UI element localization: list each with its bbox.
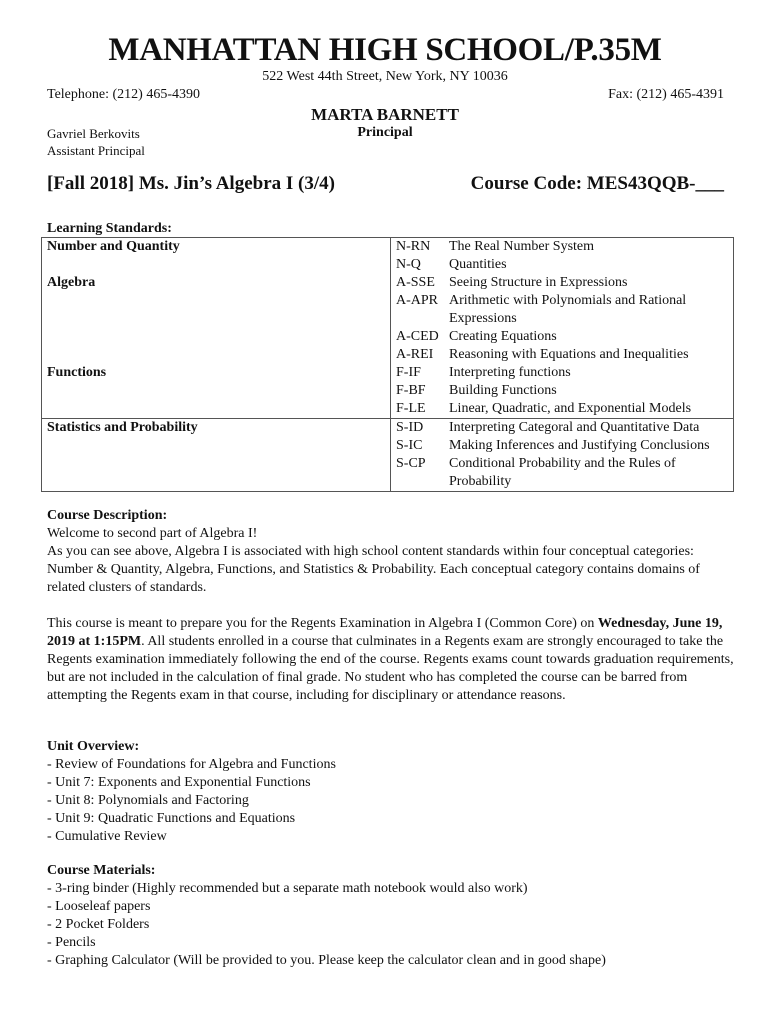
course-title: [Fall 2018] Ms. Jin’s Algebra I (3/4) — [47, 173, 335, 194]
standard-code: S-CP — [396, 456, 426, 471]
standard-code: F-IF — [396, 365, 421, 380]
standard-code: F-LE — [396, 401, 426, 416]
standards-list-cell — [391, 238, 734, 419]
standard-name: Creating Equations — [449, 329, 557, 344]
list-item — [396, 274, 733, 292]
section-heading: Course Description: — [47, 508, 168, 523]
welcome-line: Welcome to second part of Algebra I! — [47, 526, 258, 541]
category-name: Statistics and Probability — [47, 420, 198, 435]
list-item: - 2 Pocket Folders — [47, 917, 150, 932]
standard-code: N-Q — [396, 257, 421, 272]
list-item — [396, 382, 733, 400]
standard-code: A-CED — [396, 329, 439, 344]
list-item: - Unit 7: Exponents and Exponential Functions — [47, 775, 311, 790]
principal-title: Principal — [357, 125, 413, 140]
telephone: Telephone: (212) 465-4390 — [47, 87, 200, 102]
paragraph-text: . All students enrolled in a course that culminates in a Regents exam are strongly encouraged to take the Regents examination immediately following the end of the course. Regents exams count towards graduation requirements, but are not included in the calculation of final grade. No student who has completed the course can be barred from attempting the Regents exam in that course, including for disciplinary or attendance reasons. — [47, 634, 734, 703]
category-cell — [42, 238, 391, 419]
list-item — [396, 364, 733, 382]
learning-standards-heading: Learning Standards: — [47, 221, 172, 236]
standards-table — [41, 237, 734, 492]
list-item — [396, 400, 733, 418]
list-item — [396, 346, 733, 364]
table-row — [42, 419, 734, 492]
list-item — [396, 419, 733, 437]
table-row — [42, 238, 734, 419]
list-item — [396, 292, 733, 328]
standard-code: S-ID — [396, 420, 424, 435]
list-item — [396, 437, 733, 455]
category-name: Functions — [47, 365, 107, 380]
course-code: Course Code: MES43QQB-___ — [470, 173, 724, 194]
standard-name: Seeing Structure in Expressions — [449, 275, 628, 290]
list-item: - Unit 8: Polynomials and Factoring — [47, 793, 249, 808]
course-description-section — [47, 507, 737, 705]
course-materials-section — [47, 862, 737, 970]
regents-paragraph — [47, 615, 737, 705]
category-cell — [42, 419, 391, 492]
category-name: Algebra — [47, 275, 96, 290]
standard-name: Making Inferences and Justifying Conclusions — [449, 438, 710, 453]
list-item — [396, 328, 733, 346]
list-item: - Cumulative Review — [47, 829, 167, 844]
list-item: - Graphing Calculator (Will be provided to you. Please keep the calculator clean and in good shape) — [47, 953, 606, 968]
assistant-principal-name: Gavriel Berkovits — [47, 126, 140, 141]
standard-name: Linear, Quadratic, and Exponential Models — [449, 401, 692, 416]
standard-code: F-BF — [396, 383, 426, 398]
category-name: Number and Quantity — [47, 239, 180, 254]
list-item: - Unit 9: Quadratic Functions and Equations — [47, 811, 296, 826]
standard-code: A-APR — [396, 293, 439, 308]
standard-name: Building Functions — [449, 383, 557, 398]
school-name: MANHATTAN HIGH SCHOOL/P.35M — [108, 32, 662, 68]
section-heading: Unit Overview: — [47, 739, 140, 754]
list-item — [396, 238, 733, 256]
paragraph-text: This course is meant to prepare you for the Regents Examination in Algebra I (Common Core) on — [47, 616, 598, 631]
list-item — [396, 455, 733, 491]
list-item: - Review of Foundations for Algebra and Functions — [47, 757, 336, 772]
principal-name: MARTA BARNETT — [311, 105, 459, 124]
standard-name: Reasoning with Equations and Inequalities — [449, 347, 689, 362]
standard-code: A-REI — [396, 347, 434, 362]
standard-code: A-SSE — [396, 275, 435, 290]
section-heading: Course Materials: — [47, 863, 156, 878]
standard-name: Arithmetic with Polynomials and Rational Expressions — [449, 293, 687, 326]
exam-date: Wednesday, June 19, 2019 at 1:15PM — [47, 616, 723, 649]
list-item: - Pencils — [47, 935, 96, 950]
standard-name: Interpreting functions — [449, 365, 571, 380]
unit-overview-section — [47, 738, 737, 846]
list-item: - 3-ring binder (Highly recommended but a separate math notebook would also work) — [47, 881, 528, 896]
assistant-principal-title: Assistant Principal — [47, 143, 145, 158]
standard-name: Conditional Probability and the Rules of Probability — [449, 456, 676, 489]
list-item — [396, 256, 733, 274]
school-address: 522 West 44th Street, New York, NY 10036 — [262, 69, 508, 84]
standard-code: S-IC — [396, 438, 423, 453]
standard-name: Quantities — [449, 257, 507, 272]
standard-code: N-RN — [396, 239, 431, 254]
standards-list-cell — [391, 419, 734, 492]
description-paragraph: As you can see above, Algebra I is associated with high school content standards within four conceptual categories: Number & Quantity, Algebra, Functions, and Statistics & Probability. Each conceptual category contains domains of related clusters of standards. — [47, 544, 700, 595]
standard-name: Interpreting Categoral and Quantitative Data — [449, 420, 700, 435]
fax: Fax: (212) 465-4391 — [608, 87, 724, 102]
standard-name: The Real Number System — [449, 239, 595, 254]
list-item: - Looseleaf papers — [47, 899, 151, 914]
